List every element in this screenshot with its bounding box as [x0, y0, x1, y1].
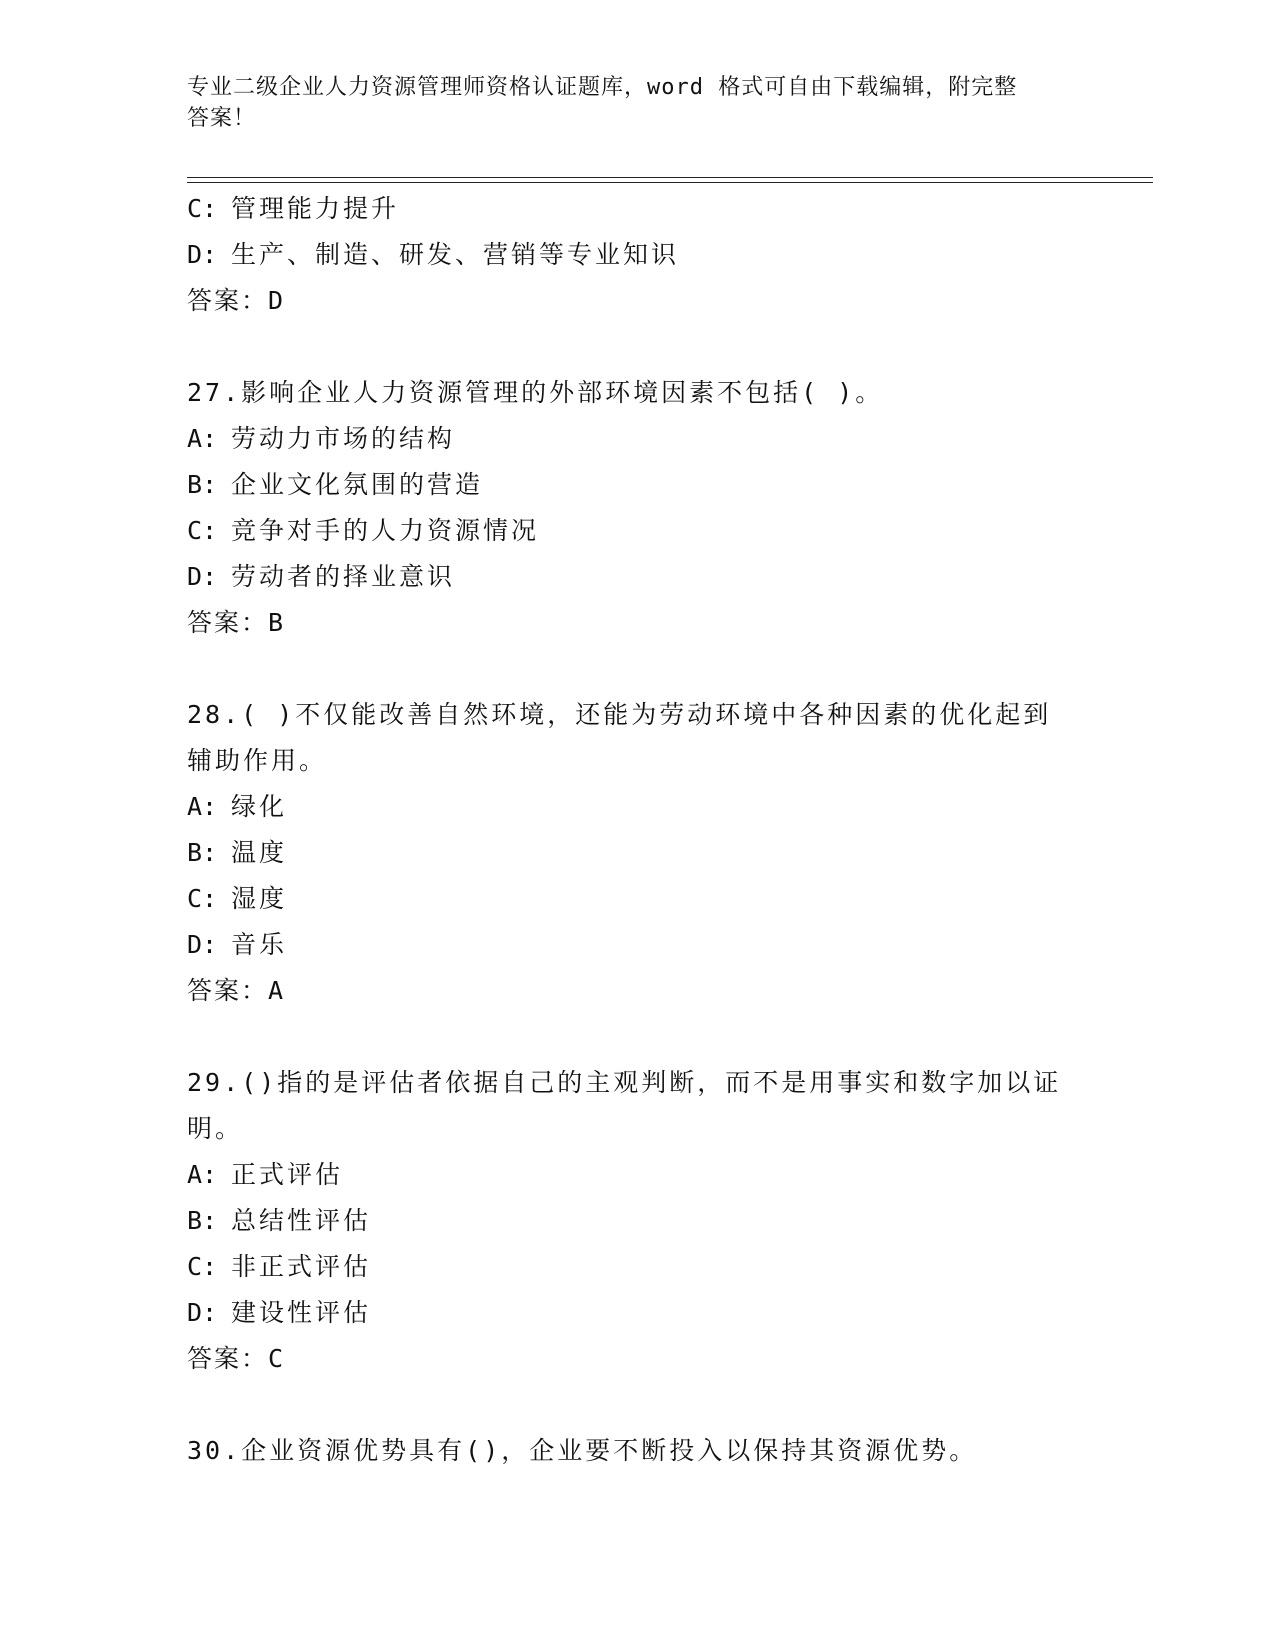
option-key: A:	[187, 424, 218, 453]
option-c	[187, 876, 1087, 922]
document-header	[187, 72, 1067, 134]
partial-question	[187, 186, 1087, 324]
option-key: C:	[187, 1252, 218, 1281]
question-28	[187, 692, 1087, 1014]
option-text: 劳动力市场的结构	[231, 424, 456, 453]
option-text: 非正式评估	[231, 1252, 372, 1281]
answer-line: 答案：D	[187, 286, 286, 315]
option-text: 建设性评估	[231, 1298, 372, 1327]
option-d	[187, 922, 1087, 968]
option-key: B:	[187, 1206, 218, 1235]
answer-line: 答案：B	[187, 608, 286, 637]
option-key: B:	[187, 838, 218, 867]
option-b	[187, 1198, 1087, 1244]
option-b	[187, 462, 1087, 508]
option-key: B:	[187, 470, 218, 499]
answer-line: 答案：A	[187, 976, 286, 1005]
option-key: C:	[187, 884, 218, 913]
option-text: 总结性评估	[231, 1206, 372, 1235]
option-key: D:	[187, 1298, 218, 1327]
spacer	[187, 1014, 1087, 1060]
option-key: C:	[187, 194, 218, 223]
spacer	[187, 324, 1087, 370]
option-d	[187, 232, 1087, 278]
option-text: 管理能力提升	[231, 194, 400, 223]
question-stem-line-2: 辅助作用。	[187, 746, 328, 775]
question-stem: 27.影响企业人力资源管理的外部环境因素不包括( )。	[187, 378, 884, 407]
option-d	[187, 554, 1087, 600]
spacer	[187, 646, 1087, 692]
header-rule-top	[187, 177, 1153, 178]
option-text: 企业文化氛围的营造	[231, 470, 484, 499]
option-key: D:	[187, 930, 218, 959]
option-key: C:	[187, 516, 218, 545]
option-text: 劳动者的择业意识	[231, 562, 456, 591]
question-27	[187, 370, 1087, 646]
option-text: 音乐	[231, 930, 288, 959]
option-text: 竞争对手的人力资源情况	[231, 516, 540, 545]
question-30	[187, 1428, 1087, 1474]
option-key: A:	[187, 1160, 218, 1189]
option-text: 正式评估	[231, 1160, 344, 1189]
option-text: 生产、制造、研发、营销等专业知识	[231, 240, 680, 269]
option-c	[187, 508, 1087, 554]
question-stem-line-1: 28.( )不仅能改善自然环境，还能为劳动环境中各种因素的优化起到	[187, 700, 1052, 729]
option-key: A:	[187, 792, 218, 821]
header-rule-bottom	[187, 182, 1153, 183]
question-stem-line-1: 29.()指的是评估者依据自己的主观判断，而不是用事实和数字加以证	[187, 1068, 1062, 1097]
answer-line: 答案：C	[187, 1344, 286, 1373]
header-line-2: 答案！	[187, 106, 257, 131]
option-a	[187, 784, 1087, 830]
question-stem-line-2: 明。	[187, 1114, 244, 1143]
option-a	[187, 1152, 1087, 1198]
option-text: 温度	[231, 838, 288, 867]
option-text: 湿度	[231, 884, 288, 913]
document-body	[187, 186, 1087, 1474]
question-stem: 30.企业资源优势具有()，企业要不断投入以保持其资源优势。	[187, 1436, 978, 1465]
option-b	[187, 830, 1087, 876]
option-key: D:	[187, 240, 218, 269]
header-line-1: 专业二级企业人力资源管理师资格认证题库，word 格式可自由下载编辑，附完整	[187, 75, 1018, 100]
question-29	[187, 1060, 1087, 1382]
option-d	[187, 1290, 1087, 1336]
option-c	[187, 1244, 1087, 1290]
option-key: D:	[187, 562, 218, 591]
option-c	[187, 186, 1087, 232]
option-text: 绿化	[231, 792, 288, 821]
option-a	[187, 416, 1087, 462]
spacer	[187, 1382, 1087, 1428]
